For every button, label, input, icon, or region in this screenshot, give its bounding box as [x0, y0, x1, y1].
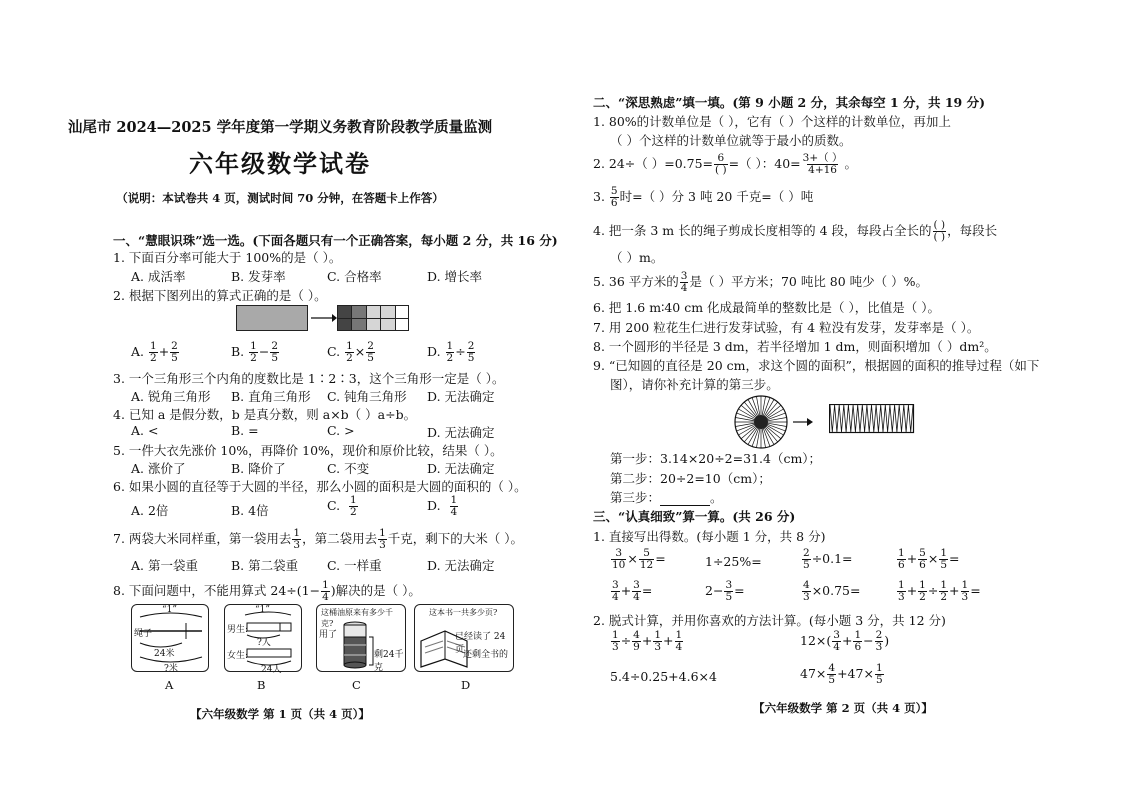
fill-question-1-line-2: （ ）个这样的计数单位就等于最小的质数。 [610, 133, 852, 148]
question-4: 4. 已知 a 是假分数，b 是真分数，则 a×b（ ）a÷b。 [113, 407, 417, 422]
q4-option-c: C. > [327, 423, 355, 438]
calc-1-heading: 1. 直接写出得数。(每小题 1 分，共 8 分) [593, 529, 826, 544]
q2-option-c: C. $\frac{1}{2}$ × $\frac{2}{5}$ [327, 340, 374, 364]
direct-calc-3: $\frac{2}{5}$ ÷0.1= [803, 547, 853, 571]
direct-calc-2: 1÷25%= [705, 554, 762, 569]
q7-option-a: A. 第一袋重 [131, 558, 198, 573]
direct-calc-5: $\frac{3}{4}$ + $\frac{3}{4}$ = [612, 579, 653, 603]
step-calc-2: 12×( $\frac{3}{4}$ + $\frac{1}{6}$ − $\frac{2}{3}$ ) [800, 629, 890, 653]
q8-picture-d: 这本书一共多少页? 已经读了 24 页 还剩全书的 [414, 604, 514, 672]
q5-option-b: B. 降价了 [231, 461, 286, 476]
fill-question-9-line-2: 图），请你补充计算的第三步。 [610, 377, 779, 392]
fill-question-3: 3. $\frac{5}{6}$ 时=（ ）分 3 吨 20 千克=（ ）吨 [593, 185, 814, 209]
step-calc-3: 5.4÷0.25+4.6×4 [610, 669, 717, 684]
direct-calc-1: $\frac{3}{10}$ × $\frac{5}{12}$ = [612, 547, 666, 571]
q8-label-c: C [352, 678, 361, 692]
step-2: 第二步：20÷2=10（cm）； [610, 471, 771, 486]
q1-option-d: D. 增长率 [427, 269, 483, 284]
step-1: 第一步：3.14×20÷2=31.4（cm）； [610, 451, 822, 466]
question-2: 2. 根据下图列出的算式正确的是（ ）。 [113, 288, 327, 303]
q7-option-b: B. 第二袋重 [231, 558, 299, 573]
question-3: 3. 一个三角形三个内角的度数比是 1∶2∶3，这个三角形一定是（ ）。 [113, 371, 505, 386]
q6-option-c: C. $\frac{1}{2}$ [327, 494, 357, 518]
fill-question-1-line-1: 1. 80%的计数单位是（ ），它有（ ）个这样的计数单位，再加上 [593, 114, 951, 129]
q3-option-d: D. 无法确定 [427, 389, 495, 404]
step-calc-4: 47× $\frac{4}{5}$ +47× $\frac{1}{5}$ [800, 662, 883, 686]
direct-calc-8: $\frac{1}{3}$ + $\frac{1}{2}$ ÷ $\frac{1}{2}$ + $\frac{1}{3}$ = [898, 579, 981, 603]
q6-option-b: B. 4倍 [231, 503, 269, 518]
q1-option-c: C. 合格率 [327, 269, 382, 284]
q2-option-b: B. $\frac{1}{2}$ − $\frac{2}{5}$ [231, 340, 279, 364]
section-1-heading: 一、“慧眼识珠”选一选。(下面各题只有一个正确答案，每小题 2 分，共 16 分) [113, 233, 558, 248]
q8-picture-a: “1” 绳子 24米 ?米 [131, 604, 209, 672]
q6-option-d: D. $\frac{1}{4}$ [427, 494, 458, 518]
q2-option-d: D. $\frac{1}{2}$ ÷ $\frac{2}{5}$ [427, 340, 475, 364]
exam-header: 汕尾市 2024—2025 学年度第一学期义务教育阶段教学质量监测 [67, 119, 493, 136]
q8-picture-b: “1” 男生: ?人 女生: 24人 [224, 604, 302, 672]
q7-option-c: C. 一样重 [327, 558, 382, 573]
fill-question-8: 8. 一个圆形的半径是 3 dm，若半径增加 1 dm，则面积增加（ ）dm²。 [593, 339, 997, 354]
fill-question-6: 6. 把 1.6 m∶40 cm 化成最简单的整数比是（ ），比值是（ ）。 [593, 300, 940, 315]
question-5: 5. 一件大衣先涨价 10%，再降价 10%，现价和原价比较，结果（ ）。 [113, 443, 503, 458]
q8-label-b: B [257, 678, 266, 692]
q5-option-c: C. 不变 [327, 461, 370, 476]
fill-question-9-line-1: 9. “已知圆的直径是 20 cm，求这个圆的面积”，根据圆的面积的推导过程（如下 [593, 358, 1040, 373]
question-7: 7. 两袋大米同样重，第一袋用去 $\frac{1}{3}$ ，第二袋用去 $\frac{1}{3}$ 千克，剩下的大米（ ）。 [113, 527, 524, 551]
direct-calc-4: $\frac{1}{6}$ + $\frac{5}{6}$ × $\frac{1}{5}$ = [898, 547, 960, 571]
q2-whole-bar [236, 305, 308, 331]
q8-label-a: A [165, 678, 174, 692]
q5-option-a: A. 涨价了 [131, 461, 186, 476]
q4-option-d: D. 无法确定 [427, 425, 495, 440]
question-8: 8. 下面问题中，不能用算式 24÷(1− $\frac{1}{4}$ )解决的是（ ）。 [113, 579, 421, 603]
q3-option-c: C. 钝角三角形 [327, 389, 407, 404]
step-calc-1: $\frac{1}{3}$ ÷ $\frac{4}{9}$ + $\frac{1}{3}$ + $\frac{1}{4}$ [612, 629, 683, 653]
direct-calc-6: 2− $\frac{3}{5}$ = [705, 579, 745, 603]
question-1: 1. 下面百分率可能大于 100%的是（ ）。 [113, 250, 342, 265]
page-2-footer: 【六年级数学 第 2 页（共 4 页）】 [753, 701, 933, 715]
page-1-footer: 【六年级数学 第 1 页（共 4 页）】 [190, 707, 370, 721]
rectangle-from-sectors-diagram [829, 404, 917, 434]
q5-option-d: D. 无法确定 [427, 461, 495, 476]
exam-title: 六年级数学试卷 [189, 150, 371, 178]
exam-note: （说明：本试卷共 4 页，测试时间 70 分钟，在答题卡上作答） [116, 191, 444, 205]
fill-question-2: 2. 24÷（ ）=0.75= $\frac{6}{( )}$ =（ ）：40= $\frac{3+( )}{4+16}$ 。 [593, 152, 857, 176]
q4-option-a: A. < [131, 423, 159, 438]
fill-question-7: 7. 用 200 粒花生仁进行发芽试验，有 4 粒没有发芽，发芽率是（ ）。 [593, 320, 980, 335]
exam-page-1 [0, 0, 560, 793]
q7-option-d: D. 无法确定 [427, 558, 495, 573]
q1-option-b: B. 发芽率 [231, 269, 286, 284]
exam-page-2 [563, 0, 1123, 793]
fill-question-4-line-2: （ ）m。 [610, 250, 664, 265]
q8-label-d: D [461, 678, 471, 692]
step-3: 第三步： 。 [610, 490, 723, 505]
q2-divided-bar [337, 305, 409, 331]
q4-option-b: B. = [231, 423, 259, 438]
question-6: 6. 如果小圆的直径等于大圆的半径，那么小圆的面积是大圆的面积的（ ）。 [113, 479, 527, 494]
q8-picture-c: 这桶油原来有多少千克? 用了 剩24千克 [316, 604, 406, 672]
q3-option-a: A. 锐角三角形 [131, 389, 211, 404]
fill-question-4-line-1: 4. 把一条 3 m 长的绳子剪成长度相等的 4 段，每段占全长的 $\frac{( )}{( )}$ ，每段长 [593, 219, 998, 243]
arrow-right-icon [310, 311, 338, 325]
q3-option-b: B. 直角三角形 [231, 389, 311, 404]
q6-option-a: A. 2倍 [131, 503, 169, 518]
fill-question-5: 5. 36 平方米的 $\frac{3}{4}$ 是（ ）平方米；70 吨比 80 吨少（ ）%。 [593, 270, 929, 294]
section-3-heading: 三、“认真细致”算一算。(共 26 分) [593, 509, 796, 524]
section-2-heading: 二、“深思熟虑”填一填。(第 9 小题 2 分，其余每空 1 分，共 19 分) [593, 95, 986, 110]
direct-calc-7: $\frac{4}{3}$ ×0.75= [803, 579, 861, 603]
calc-2-heading: 2. 脱式计算，并用你喜欢的方法计算。(每小题 3 分，共 12 分) [593, 613, 946, 628]
q1-option-a: A. 成活率 [131, 269, 186, 284]
q2-option-a: A. $\frac{1}{2}$ + $\frac{2}{5}$ [131, 340, 178, 364]
